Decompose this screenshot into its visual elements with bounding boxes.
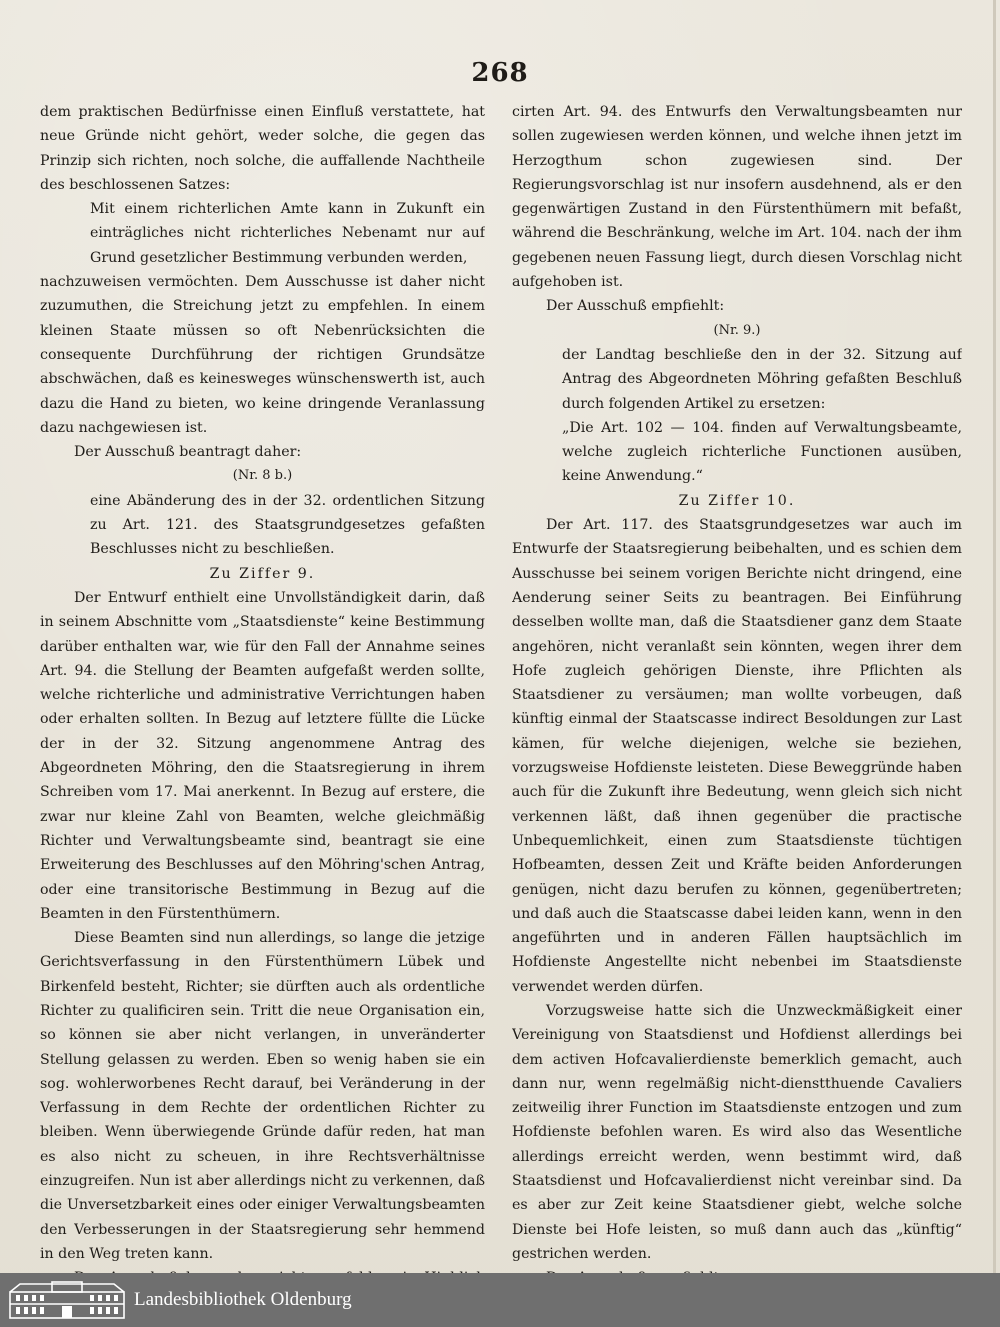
left-column-paragraph: dem praktischen Bedürfnisse einen Einfluß verstattete, hat neue Gründe nicht gehört, weder solche, die gegen das Prinzip sich richten, noch solche, die auffallende Nachtheile des beschlossenen Satzes:	[40, 104, 485, 193]
left-column-paragraph: Der Ausschuß beantragt daher:	[74, 444, 302, 461]
footer-bar	[0, 1273, 1000, 1327]
right-column-paragraph: „Die Art. 102 — 104. finden auf Verwaltungsbeamte, welche zugleich richterliche Functionen ausüben, keine Anwendung.“	[562, 419, 962, 485]
right-column-paragraph: Der Ausschuß empfiehlt:	[546, 298, 725, 315]
left-column-paragraph: Mit einem richterlichen Amte kann in Zukunft ein einträgliches nicht richterliches Nebenamt nur auf Grund gesetzlicher Bestimmung verbunden werden,	[90, 201, 485, 266]
left-column-paragraph: nachzuweisen vermöchten. Dem Ausschusse ist daher nicht zuzumuthen, die Streichung jetzt zu empfehlen. In einem kleinen Staate müssen so oft Nebenrücksichten die consequente Durchführung der richtigen Grundsätze abschwächen, daß es keinesweges wünschenswerth ist, auch dazu die Hand zu bieten, wo keine dringende Veranlassung dazu nachgewiesen ist.	[40, 274, 485, 436]
left-column-paragraph: Diese Beamten sind nun allerdings, so lange die jetzige Gerichtsverfassung in den Fürstenthümern Lübek und Birkenfeld besteht, Richter; sie dürften auch als ordentliche Richter zu qualificiren sein. Tritt die neue Organisation ein, so können sie aber nicht verlangen, in unveränderter Stellung gelassen zu werden. Eben so wenig haben sie ein sog. wohlerworbenes Recht darauf, bei Veränderung in der Verfassung in dem Rechte der ordentlichen Richter zu bleiben. Wenn überwiegende Gründe dafür reden, hat man es also nicht zu scheuen, in ihre Rechtsverhältnisse einzugreifen. Nun ist aber allerdings nicht zu verkennen, daß die Unversetzbarkeit eines oder einiger Verwaltungsbeamten den Verbesserungen in der Staatsregierung sehr hemmend in den Weg treten kann.	[40, 930, 485, 1262]
library-building-icon	[6, 1280, 128, 1320]
right-column-paragraph: der Landtag beschließe den in der 32. Sitzung auf Antrag des Abgeordneten Möhring gefaßten Beschluß durch folgenden Artikel zu ersetzen:	[562, 346, 962, 412]
right-column-paragraph: Der Art. 117. des Staatsgrundgesetzes war auch im Entwurfe der Staatsregierung beibehalten, und es schien dem Ausschusse bei seinem vorigen Berichte nicht dringend, eine Aenderung seiner Seits zu beantragen. Bei Einführung desselben wollte man, daß die Staatsdiener ganz dem Staate angehören, nicht veranlaßt sein könnten, wegen ihrer dem Hofe zugleich gehörigen Dienste, ihre Pflichten als Staatsdiener zu versäumen; man wollte vorbeugen, daß künftig einmal der Staatscasse indirect Besoldungen zur Last kämen, für welche diejenigen, welche sie beziehen, vorzugsweise Hofdienste leisteten. Diese Beweggründe haben auch für die Zukunft ihre Bedeutung, wenn gleich sich nicht verkennen läßt, daß ihnen gegenüber die practische Unbequemlichkeit, einen zum Staatsdienste tüchtigen Hofbeamten, dessen Zeit und Kräfte beiden Anforderungen genügen, nicht dazu berufen zu können, gegenübertreten; und daß auch die Staatscasse dabei leiden kann, wenn in den angeführten und in anderen Fällen hauptsächlich im Hofdienste Angestellte nicht nebenbei im Staatsdienste verwendet werden dürfen.	[512, 517, 962, 995]
library-name: Landesbibliothek Oldenburg	[134, 1289, 352, 1310]
left-column-paragraph: (Nr. 8 b.)	[232, 468, 293, 484]
right-column-paragraph: Vorzugsweise hatte sich die Unzweckmäßigkeit einer Vereinigung von Staatsdienst und Hofdienst allerdings bei dem activen Hofcavalierdienste bemerklich gemacht, auch dann nur, wenn regelmäßig nicht-dienstthuende Cavaliers zeitweilig ihrer Function im Staatsdienste entzogen und zum Hofdienste befohlen waren. Es wird also das Wesentliche allerdings erreicht werden, wenn bestimmt wird, daß Staatsdienst und Hofcavalierdienst nicht vereinbar sind. Da es aber zur Zeit keine Staatsdiener giebt, welche solche Dienste bei Hofe leisten, so muß dann auch das „künftig“ gestrichen werden.	[512, 1002, 962, 1262]
left-column-paragraph: eine Abänderung des in der 32. ordentlichen Sitzung zu Art. 121. des Staatsgrundgesetzes gefaßten Beschlusses nicht zu beschließen.	[90, 492, 485, 558]
left-column	[40, 100, 485, 1280]
page-edge	[993, 0, 996, 1273]
page-number: 268	[471, 58, 529, 88]
left-column-paragraph: Der Entwurf enthielt eine Unvollständigkeit darin, daß in seinem Abschnitte vom „Staatsdienste“ keine Bestimmung darüber enthalten war, wie für den Fall der Annahme seines Art. 94. die Stellung der Beamten aufgefaßt werden sollte, welche richterliche und administrative Verrichtungen haben oder erhalten sollten. In Bezug auf letztere füllte die Lücke der in der 32. Sitzung angenommene Antrag des Abgeordneten Möhring, den die Staatsregierung in ihrem Schreiben vom 17. Mai anerkennt. In Bezug auf erstere, die zwar nur kleine Zahl von Beamten, welche gleichmäßig Richter und Verwaltungsbeamte sind, beantragt sie eine Erweiterung des Beschlusses auf den Möhring'schen Antrag, oder eine transitorische Bestimmung in Bezug auf die Beamten in den Fürstenthümern.	[40, 589, 485, 922]
right-column-paragraph: cirten Art. 94. des Entwurfs den Verwaltungsbeamten nur sollen zugewiesen werden können, und welche ihnen jetzt im Herzogthum schon zugewiesen sind. Der Regierungsvorschlag ist nur insofern ausdehnend, als er den gegenwärtigen Zustand in den Fürstenthümern mit befaßt, während die Beschränkung, welche im Art. 104. nach der ihm gegebenen neuen Fassung liegt, durch diesen Vorschlag nicht aufgehoben ist.	[512, 104, 962, 291]
right-column	[512, 100, 962, 1280]
left-column-paragraph: Zu Ziffer 9.	[209, 565, 316, 582]
right-column-paragraph: Zu Ziffer 10.	[678, 492, 796, 509]
right-column-paragraph: (Nr. 9.)	[713, 322, 761, 338]
